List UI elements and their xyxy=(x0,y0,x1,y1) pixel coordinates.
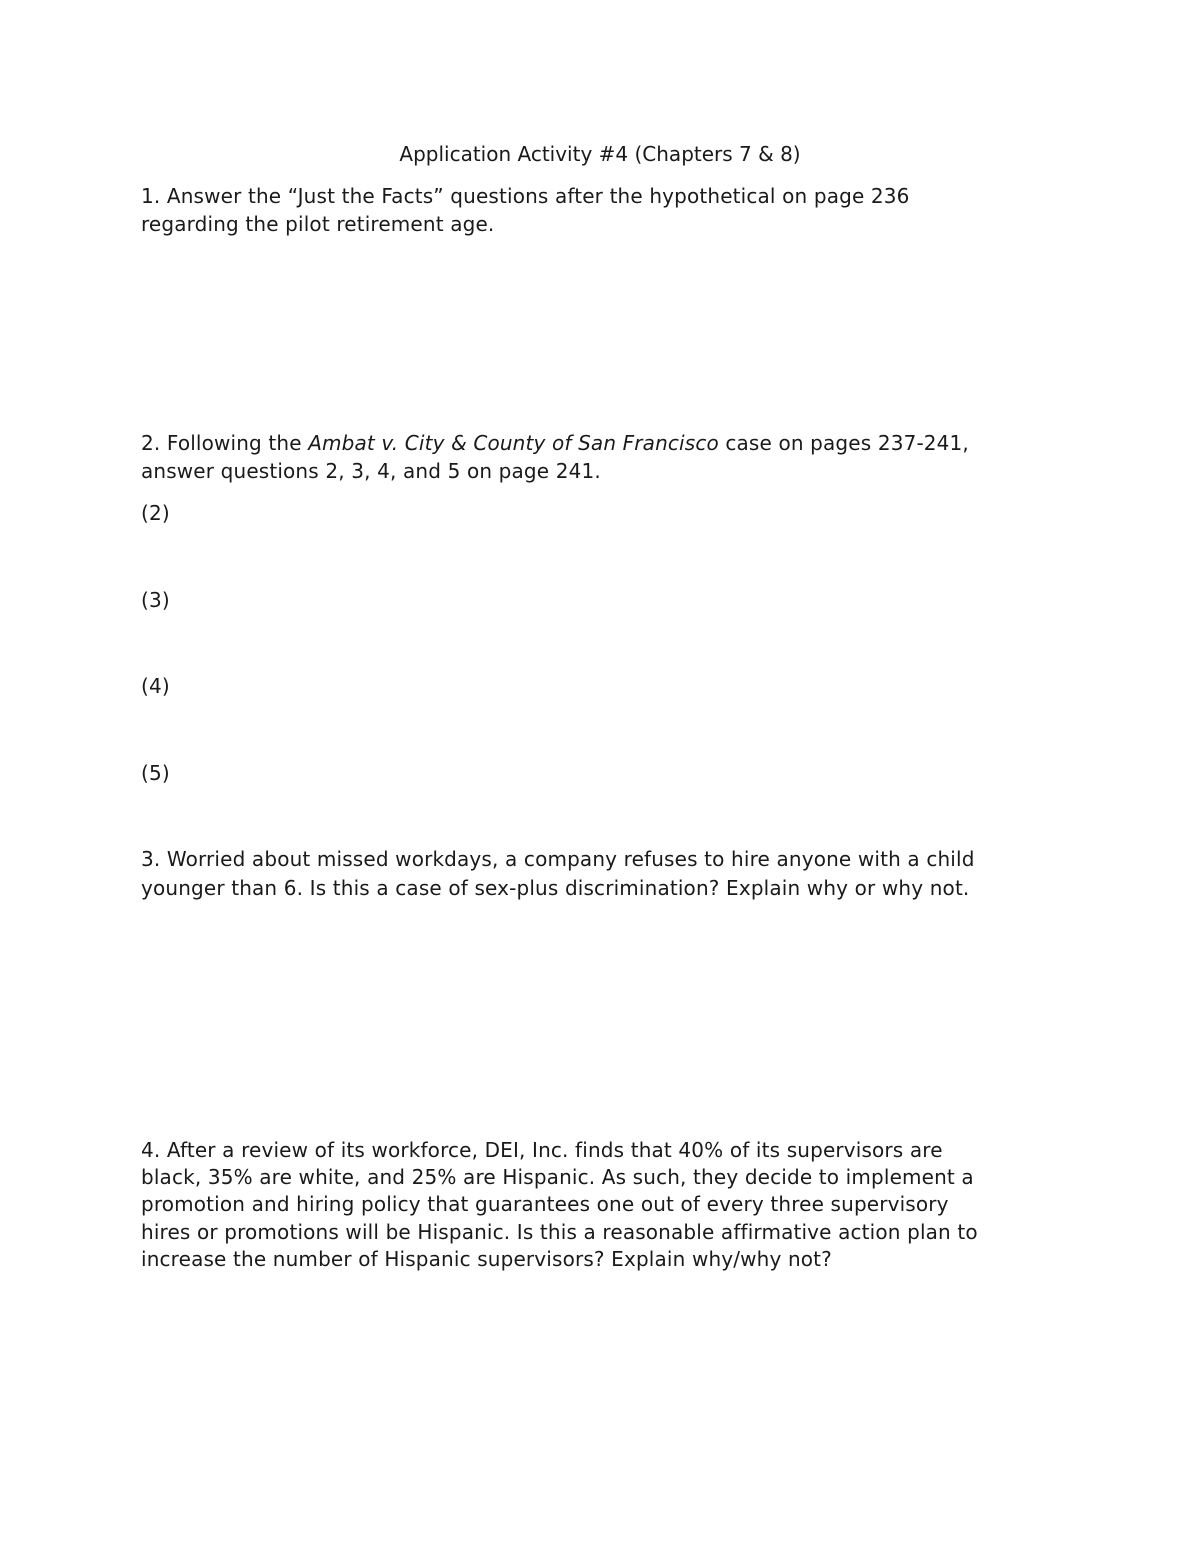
question-3-line-2: younger than 6. Is this a case of sex-plus discrimination? Explain why or why not. xyxy=(141,876,970,900)
question-4-line-1: 4. After a review of its workforce, DEI, Inc. finds that 40% of its supervisors are xyxy=(141,1138,943,1162)
question-2-suffix: case on pages 237-241, xyxy=(718,431,969,455)
question-2-line-2: answer questions 2, 3, 4, and 5 on page 241. xyxy=(141,459,601,483)
case-name: Ambat v. City & County of San Francisco xyxy=(308,431,719,455)
question-1-line-1: 1. Answer the “Just the Facts” questions after the hypothetical on page 236 xyxy=(141,184,910,208)
sub-question-4: (4) xyxy=(141,674,170,698)
sub-question-5: (5) xyxy=(141,761,170,785)
sub-question-2: (2) xyxy=(141,501,170,525)
sub-question-3: (3) xyxy=(141,588,170,612)
question-4-line-3: promotion and hiring policy that guarantees one out of every three supervisory xyxy=(141,1192,949,1216)
question-2-line-1 xyxy=(141,430,969,457)
question-2-prefix: 2. Following the xyxy=(141,431,309,455)
document-title: Application Activity #4 (Chapters 7 & 8) xyxy=(399,142,801,166)
question-3-line-1: 3. Worried about missed workdays, a company refuses to hire anyone with a child xyxy=(141,847,975,871)
question-4-line-2: black, 35% are white, and 25% are Hispanic. As such, they decide to implement a xyxy=(141,1165,974,1189)
question-4-line-5: increase the number of Hispanic supervisors? Explain why/why not? xyxy=(141,1247,832,1271)
question-4-line-4: hires or promotions will be Hispanic. Is this a reasonable affirmative action plan to xyxy=(141,1220,978,1244)
question-1-line-2: regarding the pilot retirement age. xyxy=(141,212,495,236)
